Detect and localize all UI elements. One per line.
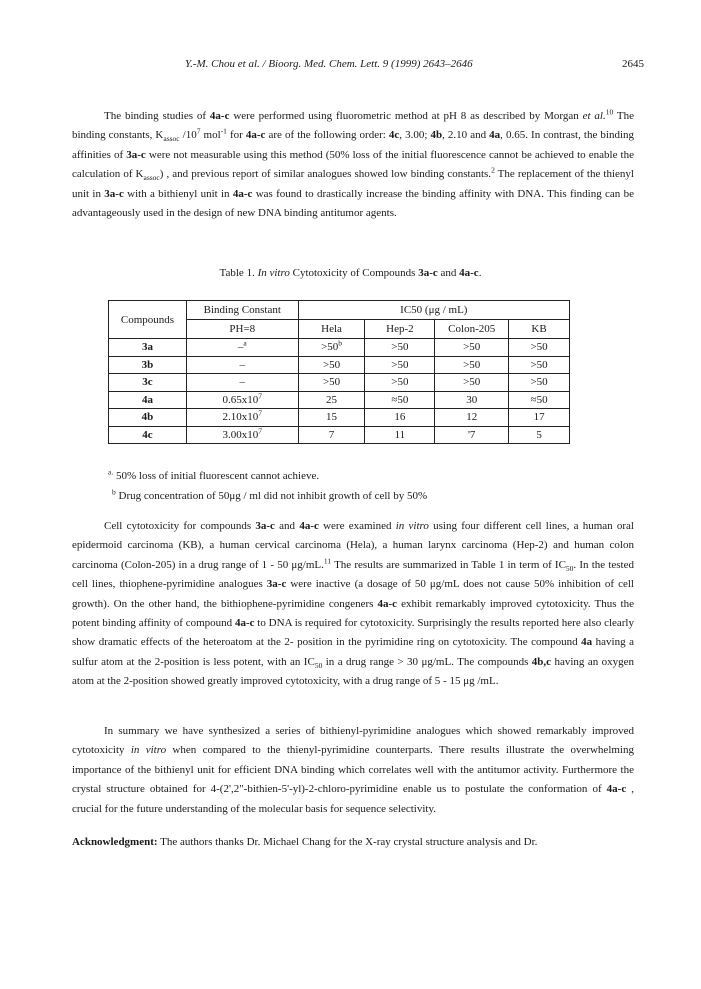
cell-value: 16 [394,411,406,424]
reference-number: 11 [323,556,332,566]
cell-value: 17 [533,411,545,424]
reference-number: 2 [491,165,495,175]
cell-binding-constant [186,391,298,409]
cell-value: >50 [322,376,341,389]
cell-value: – [237,341,244,354]
acknowledgment-label: Acknowledgment: [72,836,158,848]
cytotoxicity-table [108,300,570,444]
cell-colon205 [435,356,509,374]
compound-ref: 4a-c [606,783,627,796]
text: Cytotoxicity of Compounds [289,267,419,279]
cell-value: '7 [467,428,476,441]
cell-value: 5 [536,428,542,441]
column-header-hep2: Hep-2 [365,320,435,339]
cell-value: 25 [326,393,338,406]
table-row [109,339,570,357]
cell-value: – [239,376,246,389]
text: for [226,129,246,142]
page-number: 2645 [622,58,644,70]
compound-ref: 4a-c [234,617,255,630]
cell-hela [298,374,365,392]
cell-value: 4a [141,393,153,406]
text: The replacement of the thienyl unit in [72,168,634,200]
footnote-text: Drug concentration of 50μg / ml did not inhibit growth of cell by 50% [115,490,428,502]
column-header-hela: Hela [298,320,365,339]
column-header-ic50: IC50 (μg / mL) [298,301,569,320]
acknowledgment-text: The authors thanks Dr. Michael Chang for the X-ray crystal structure analysis and Dr. [157,836,538,848]
compound-ref: 3a-c [255,520,275,532]
column-header-binding-constant: Binding Constant [186,301,298,320]
subscript: assoc [143,173,160,183]
cell-colon205 [435,409,509,427]
text: and [437,267,460,279]
compound-ref: 3a-c [418,267,438,279]
cell-value: 2.10x10 [222,411,259,424]
text: were inactive (a dosage of 50 μg/mL does not cause 50% inhibition of cell growth). On the other hand, the bithiophene-pyrimidine congeners [72,578,634,610]
text-italic: et al. [582,110,606,122]
cell-value: 3.00x10 [222,428,259,441]
text: and [274,520,300,532]
table-row [109,356,570,374]
cell-kb [509,409,570,427]
text: using four different cell lines, a human oral epidermoid carcinoma (KB), a human cervical carcinoma (Hela), a human larynx carcinoma (Hep-2) and human colon carcinoma (Colon-205) in a drug range of 1 - 50 μg/mL. [72,520,634,571]
column-header-colon205: Colon-205 [435,320,509,339]
text: were performed using fluorometric method at pH 8 as described by Morgan [229,110,583,122]
cell-colon205 [435,426,509,444]
cell-colon205 [435,391,509,409]
text: . In the tested cell lines, thiophene-pyrimidine analogues [72,558,634,591]
text: The binding studies of [104,110,210,122]
text: are of the following order: [265,129,389,142]
superscript: -1 [220,126,227,136]
compound-ref: 4a-c [232,187,253,200]
cell-colon205 [435,374,509,392]
footnote-mark: 7 [258,391,263,401]
text: The results are summarized in Table 1 in term of IC [331,558,566,571]
cell-value: 30 [466,393,478,406]
text-italic: in vitro [395,520,429,532]
cell-compound [109,409,187,427]
cell-kb [509,339,570,357]
paragraph-binding-studies [72,107,634,223]
cell-value: 4b [141,411,154,424]
text: In summary we have synthesized a series of bithienyl-pyrimidine analogues which showed remarkably improved cytotoxicity [72,725,634,757]
text: to DNA is required for cytotoxicity. Surprisingly the results reported here also clearly show dramatic effects of the heteroatom at the 2- position in the pyrimidine ring on cytotoxicity. The compound [72,617,634,649]
table-row [109,391,570,409]
cell-binding-constant [186,339,298,357]
cell-hep2 [365,339,435,357]
cell-kb [509,374,570,392]
cell-compound [109,339,187,357]
text: Table 1. [219,267,258,279]
paragraph-summary [72,722,634,819]
paragraph-cytotoxicity [72,517,634,692]
cell-value: 0.65x10 [222,393,259,406]
table-caption [0,267,701,279]
text: were examined [318,520,396,532]
compound-ref: 4a-c [459,267,479,279]
cell-value: >50 [321,341,339,354]
superscript: 7 [196,126,201,136]
text: when compared to the thienyl-pyrimidine counterparts. There results illustrate the overwhelming importance of the bithienyl unit for efficient DNA binding which correlates well with the antitumor activity. Furthermore the crystal structure obtained for 4-(2',2"-bithien-5'-yl)-2-chloro-pyrimidine enable us to postulate the conformation of [72,744,634,796]
text: , 2.10 and [442,129,490,142]
text: Cell cytotoxicity for compounds [104,520,256,532]
cell-compound [109,356,187,374]
table-header-row [109,301,570,320]
cell-value: 11 [394,428,406,441]
cell-value: >50 [530,358,548,371]
footnote-b [108,486,427,506]
cell-binding-constant [186,356,298,374]
compound-ref: 4a [581,636,593,649]
subscript: 50 [314,661,323,671]
cell-value: 4c [142,428,153,441]
text: /10 [179,129,197,142]
cell-hela [298,391,365,409]
footnote-mark: a. [108,467,114,477]
compound-ref: 3a-c [266,578,287,591]
cell-value: >50 [463,376,481,389]
table-row [109,374,570,392]
cell-compound [109,426,187,444]
cell-value: >50 [530,341,548,354]
cell-binding-constant [186,409,298,427]
text: in a drug range > 30 μg/mL. The compounds [322,655,532,668]
running-title: Y.-M. Chou et al. / Bioorg. Med. Chem. Lett. 9 (1999) 2643–2646 [185,58,473,70]
compound-ref: 4b [430,129,443,142]
cell-value: >50 [391,376,409,389]
text: . [478,267,482,279]
cell-hela [298,409,365,427]
text: having an oxygen atom at the 2-position showed greatly improved cytotoxicity, with a drug range of 5 - 15 μg /mL. [72,655,634,688]
cell-hela [298,426,365,444]
text: ) , and previous report of similar analogues showed low binding constants. [159,168,492,181]
cell-value: >50 [463,341,481,354]
cell-value: ≈50 [530,393,548,406]
acknowledgment [72,836,634,848]
text: exhibit remarkably improved cytotoxicity. Thus the potent binding affinity of compound [72,597,634,630]
compound-ref: 4a-c [377,597,398,610]
cell-value: 3b [141,358,154,371]
cell-hep2 [365,409,435,427]
cell-kb [509,356,570,374]
text: having a sulfur atom at the 2-position is less potent, with an IC [72,636,634,668]
cell-hep2 [365,391,435,409]
cell-value: 12 [466,411,478,424]
table-row [109,426,570,444]
text: mol [200,129,221,142]
cell-hep2 [365,374,435,392]
text-italic: In vitro [257,267,290,279]
text: , 0.65. In contrast, the binding affinities of [72,129,634,161]
cell-hep2 [365,356,435,374]
compound-ref: 4c [388,129,400,142]
cell-value: >50 [322,358,341,371]
text: was found to drastically increase the binding affinity with DNA. This finding can be advantageously used in the design of new DNA binding antitumor agents. [72,187,634,220]
column-header-kb: KB [509,320,570,339]
cell-value: >50 [391,341,409,354]
cell-kb [509,391,570,409]
cell-value: 7 [328,428,335,441]
cell-binding-constant [186,426,298,444]
subscript: 50 [565,564,574,573]
footnote-text: 50% loss of initial fluorescent cannot achieve. [113,470,320,482]
cell-kb [509,426,570,444]
table-row [109,409,570,427]
cell-value: – [239,358,246,371]
cell-value: >50 [530,376,548,389]
cell-value: 3c [142,376,153,389]
cell-binding-constant [186,374,298,392]
compound-ref: 4a-c [209,110,230,122]
compound-ref: 4b,c [531,655,552,668]
text-italic: in vitro [130,744,167,757]
subscript: assoc [163,134,180,144]
compound-ref: 3a-c [126,148,146,161]
footnote-mark: b [338,338,343,348]
compound-ref: 3a-c [104,187,124,200]
cell-value: ≈50 [391,393,409,406]
cell-value: >50 [391,358,409,371]
cell-value: 15 [326,411,338,424]
footnote-mark: 7 [258,426,263,436]
table-footnotes [108,466,427,506]
text: were not measurable using this method (50% loss of the initial fluorescence cannot be achieved to enable the calculation of K [72,148,634,181]
reference-number: 10 [605,107,614,117]
text: The binding constants, K [72,110,635,142]
cell-hep2 [365,426,435,444]
cell-hela [298,356,365,374]
cell-value: 3a [141,341,153,354]
text: with a bithienyl unit in [123,187,233,200]
compound-ref: 4a-c [299,520,319,532]
footnote-mark: b [112,487,116,497]
compound-ref: 4a [489,129,501,142]
cell-value: >50 [463,358,481,371]
cell-colon205 [435,339,509,357]
column-header-compounds: Compounds [109,301,187,339]
footnote-mark: 7 [258,408,263,418]
text: , crucial for the future understanding of the molecular basis for sequence selectivity. [72,783,635,815]
cell-compound [109,374,187,392]
footnote-mark: a [243,338,247,348]
text: , 3.00; [399,129,431,142]
cell-compound [109,391,187,409]
cell-hela [298,339,365,357]
column-subheader-ph: PH=8 [186,320,298,339]
compound-ref: 4a-c [245,129,266,142]
footnote-a [108,466,427,486]
